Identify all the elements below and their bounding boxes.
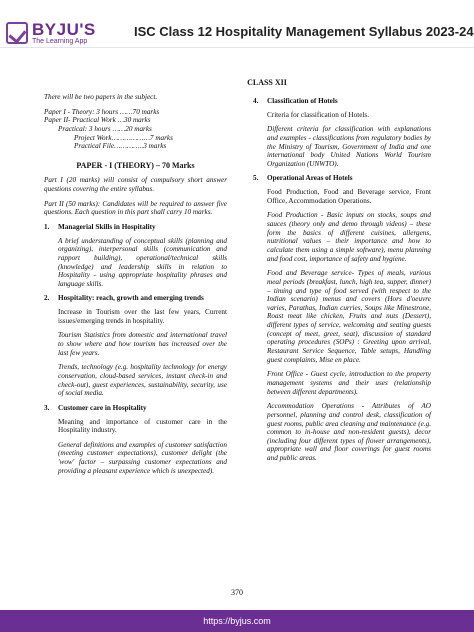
document-title: ISC Class 12 Hospitality Management Syllabus 2023-24 xyxy=(134,24,474,39)
section-3-sub1: General definitions and examples of customer satisfaction (meeting customer expectations), customer delight (the 'wow' factor – surpassing customer expectations and providing a pleasant experience which is unexpected). xyxy=(58,440,227,475)
section-title: Hospitality: reach, growth and emerging trends xyxy=(58,294,204,303)
section-5-text: Food Production, Food and Beverage service, Front Office, Accommodation Operations. xyxy=(267,188,431,205)
part2-text: Part II (50 marks): Candidates will be required to answer five questions. Each question in this part shall carry 10 marks. xyxy=(44,199,227,217)
section-2-sub1: Tourism Statistics from domestic and international travel to show where and how tourism has increased over the last few years. xyxy=(58,331,227,357)
section-1-text: A brief understanding of conceptual skills (planning and organizing), interpersonal skills (communication and rapport building), operational/technical skills (knowledge) and leadership skills in relation to Hospitality - using appropriate hospitality phrases and language skills. xyxy=(58,236,227,288)
page-header xyxy=(0,0,474,48)
section-3-heading xyxy=(44,404,227,413)
section-4-sub1: Different criteria for classification with explanations and examples - classifications from regulatory bodies by the Ministry of Tourism, Government of India and one international body United Nations World Tourism Organization (UNWTO). xyxy=(267,125,431,168)
section-title: Customer care in Hospitality xyxy=(58,403,147,412)
part1-text: Part I (20 marks) will consist of compulsory short answer questions covering the entire syllabus. xyxy=(44,176,227,194)
section-number: 5. xyxy=(253,174,259,183)
page-number: 370 xyxy=(231,588,243,597)
class-heading: CLASS XII xyxy=(247,78,287,87)
section-title: Managerial Skills in Hospitality xyxy=(58,223,156,231)
section-title: Operational Areas of Hotels xyxy=(267,174,353,183)
section-number: 4. xyxy=(253,97,259,105)
project-line: Project Work………………7 marks xyxy=(74,133,173,142)
section-3-text: Meaning and importance of customer care in the Hospitality industry. xyxy=(58,417,227,435)
theory-heading: PAPER - I (THEORY) – 70 Marks xyxy=(76,160,195,170)
intro-text: There will be two papers in the subject. xyxy=(44,93,158,101)
practical-line: Practical: 3 hours ……20 marks xyxy=(58,124,152,133)
section-4-heading xyxy=(253,97,431,106)
section-5-sub3: Front Office - Guest cycle, introduction to the property management systems and their uses (relationship between different departments). xyxy=(267,370,431,396)
byjus-logo-icon xyxy=(6,22,28,44)
page-footer xyxy=(0,610,474,632)
left-column xyxy=(44,93,227,481)
section-1-heading xyxy=(44,223,227,232)
paper2-line: Paper II- Practical Work …30 marks xyxy=(44,116,151,125)
section-number: 1. xyxy=(44,223,50,231)
section-number: 3. xyxy=(44,403,50,412)
section-5-sub1: Food Production - Basic inputs on stocks, soups and sauces (theory only and demo through videos) – these form the basics of different cuisines, allergens, nutritional values – their importance and how to calculate them using a simple software), menu planning and food cost, importance of safety and hygiene. xyxy=(267,211,431,263)
section-5-sub4: Accommodation Operations - Attributes of AO personnel, planning and control desk, classification of guest rooms, public area cleaning and maintenance (e.g. common to in-house and non-resident guests), decor (including four different types of flower arrangements), appropriate wall and floor coverings for guest rooms and public areas. xyxy=(267,402,431,463)
brand-name: BYJU'S xyxy=(32,20,96,39)
right-column xyxy=(253,93,431,469)
file-line: Practical File…………..3 marks xyxy=(74,142,167,151)
footer-link[interactable]: https://byjus.com xyxy=(203,616,271,626)
section-4-text: Criteria for classification of Hotels. xyxy=(267,110,369,119)
section-2-heading xyxy=(44,294,227,303)
brand-tagline: The Learning App xyxy=(32,38,88,45)
section-2-text: Increase in Tourism over the last few years, Current issues/emerging trends in hospitality. xyxy=(58,308,227,325)
section-2-sub2: Trends, technology (e.g. hospitality technology for energy conservation, cloud-based services, instant check-in and check-out), guest experiences, sustainability, security, use of social media. xyxy=(58,363,227,398)
section-5-sub2: Food and Beverage service- Types of meals, various meal periods (breakfast, lunch, high tea, supper, dinner) – timing and type of food served (with respect to the Indian scenario) menus and covers (Hors d'oeuvre varies, Parathas, Indian curries, Soups like Minestrone, Roast meat like chicken, Fruits and nuts (Dessert), different types of service, welcoming and seating guests (concept of meet, greet, seat), discussion of standard operating procedures (SOPs) : Greeting upon arrival, Restaurant Service Sequence, Table setups, Handling guest complaints, Mise en place. xyxy=(267,269,431,364)
section-number: 2. xyxy=(44,294,50,303)
section-title: Classification of Hotels xyxy=(267,97,338,105)
section-5-heading xyxy=(253,174,431,183)
paper1-line: Paper I - Theory: 3 hours ……70 marks xyxy=(44,107,160,116)
